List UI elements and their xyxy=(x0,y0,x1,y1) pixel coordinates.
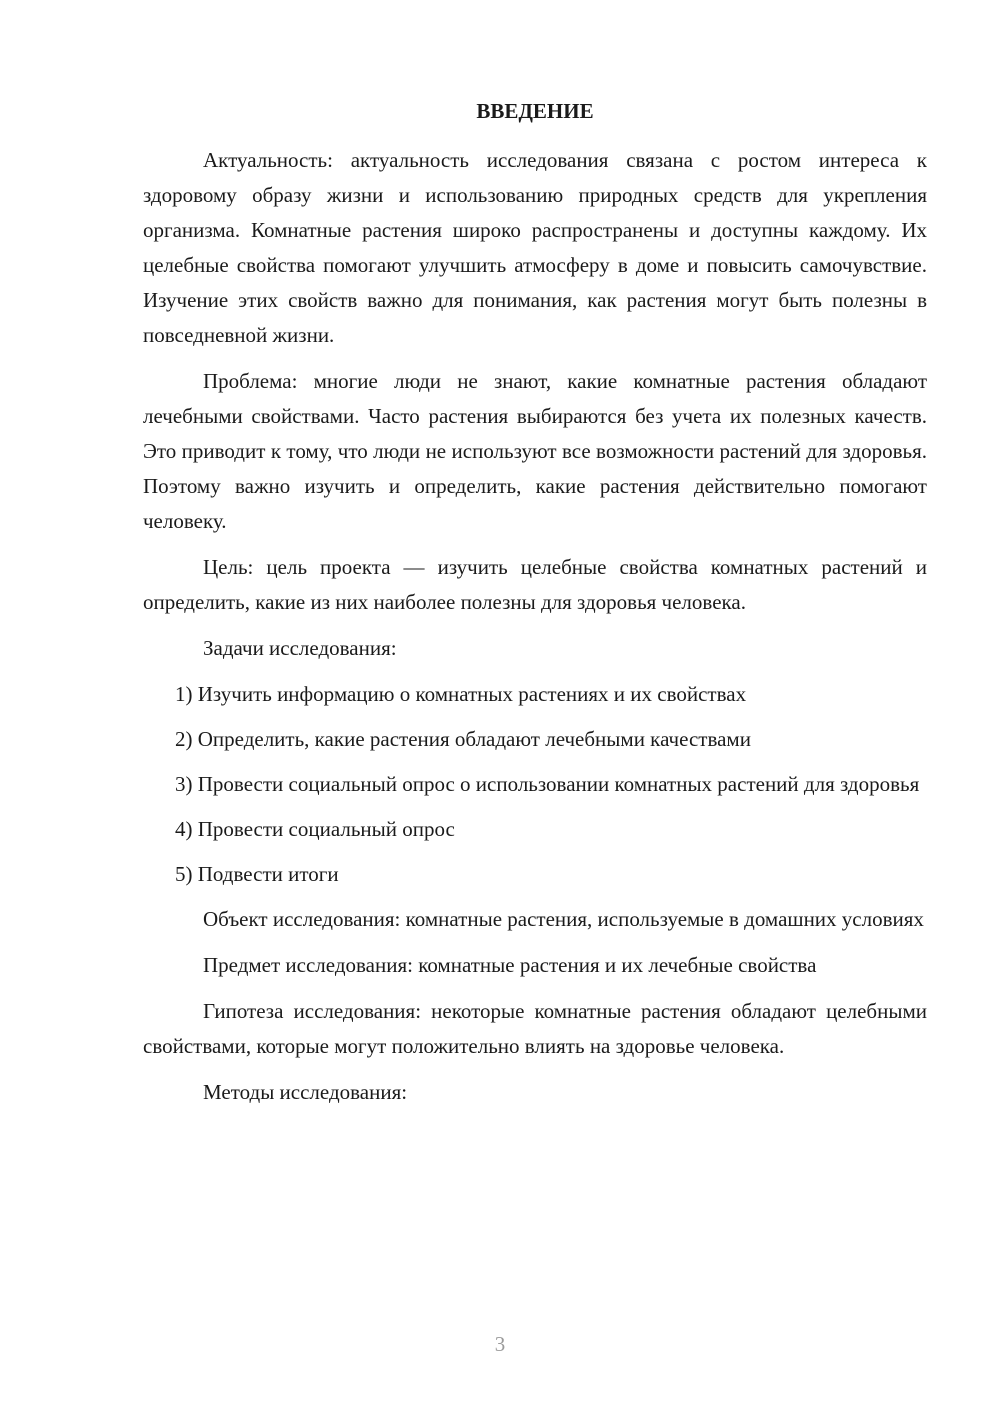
paragraph-tasks-heading: Задачи исследования: xyxy=(203,636,397,660)
task-item-5: 5) Подвести итоги xyxy=(175,862,339,886)
paragraph-hypothesis: Гипотеза исследования: некоторые комнатные растения обладают целебными свойствами, которые могут положительно влиять на здоровье человека. xyxy=(143,999,927,1058)
document-page xyxy=(143,96,927,1121)
paragraph-relevance: Актуальность: актуальность исследования связана с ростом интереса к здоровому образу жизни и использованию природных средств для укрепления организма. Комнатные растения широко распространены и доступны каждому. Их целебные свойства помогают улучшить атмосферу в доме и повысить самочувствие. Изучение этих свойств важно для понимания, как растения могут быть полезны в повседневной жизни. xyxy=(143,148,927,347)
paragraph-object: Объект исследования: комнатные растения, используемые в домашних условиях xyxy=(203,907,924,931)
section-title: ВВЕДЕНИЕ xyxy=(476,99,594,123)
paragraph-methods: Методы исследования: xyxy=(203,1080,408,1104)
paragraph-problem: Проблема: многие люди не знают, какие комнатные растения обладают лечебными свойствами. Часто растения выбираются без учета их полезных качеств. Это приводит к тому, что люди не используют все возможности растений для здоровья. Поэтому важно изучить и определить, какие растения действительно помогают человеку. xyxy=(143,369,927,533)
task-item-4: 4) Провести социальный опрос xyxy=(175,817,455,841)
paragraph-goal: Цель: цель проекта — изучить целебные свойства комнатных растений и определить, какие из них наиболее полезны для здоровья человека. xyxy=(143,555,927,614)
task-item-3: 3) Провести социальный опрос о использовании комнатных растений для здоровья xyxy=(175,772,920,796)
task-item-2: 2) Определить, какие растения обладают лечебными качествами xyxy=(175,727,751,751)
paragraph-subject: Предмет исследования: комнатные растения и их лечебные свойства xyxy=(203,953,817,977)
page-number: 3 xyxy=(494,1332,506,1356)
task-item-1: 1) Изучить информацию о комнатных растениях и их свойствах xyxy=(175,682,747,706)
